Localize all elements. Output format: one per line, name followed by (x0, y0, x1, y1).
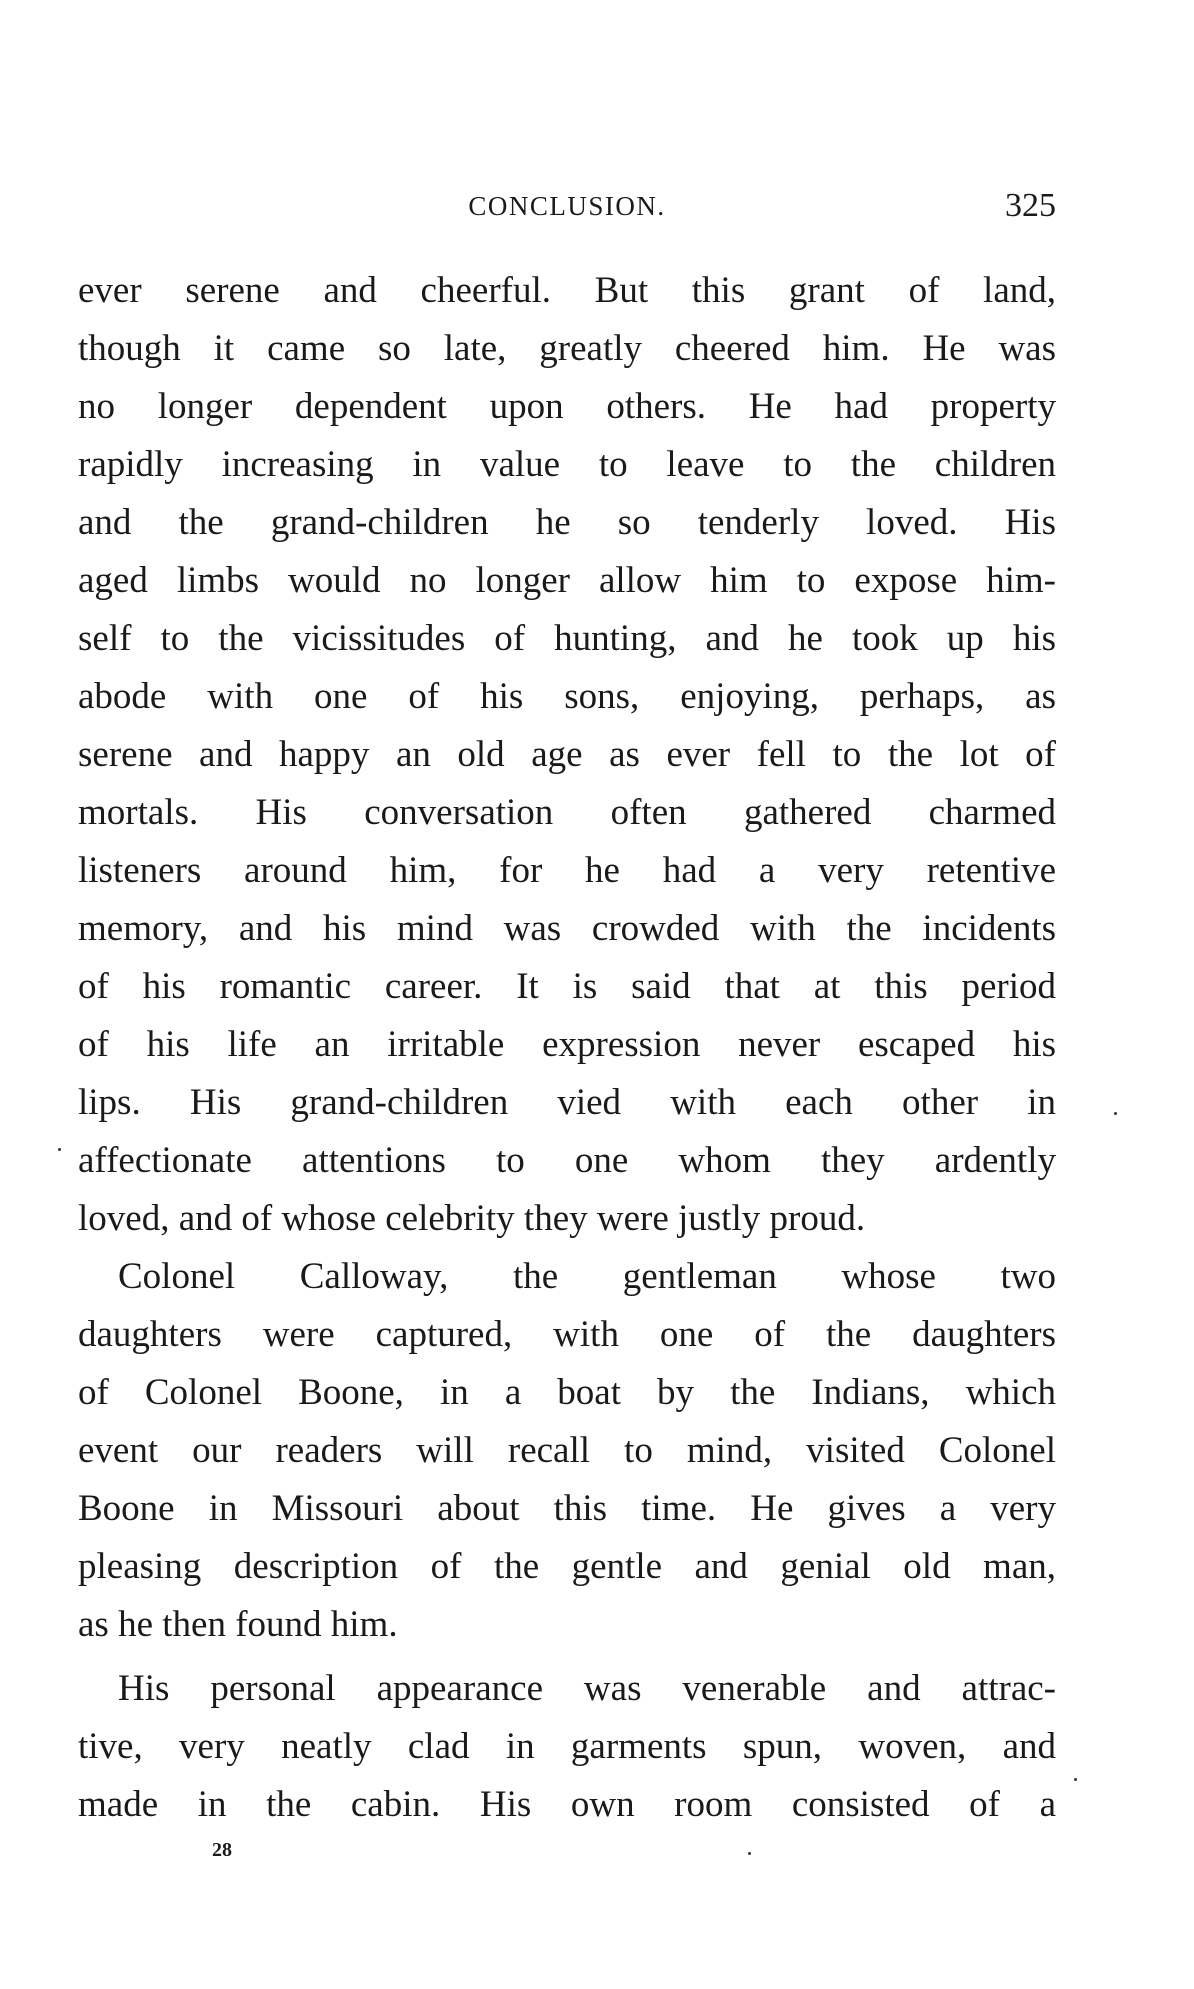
text-line: lips. His grand-children vied with each other in (78, 1082, 1056, 1123)
page-number: 325 (1005, 187, 1056, 224)
running-head: CONCLUSION. (468, 191, 666, 221)
text-line: Colonel Calloway, the gentleman whose two (118, 1256, 1056, 1297)
text-line: though it came so late, greatly cheered him. He was (78, 328, 1056, 369)
text-line: serene and happy an old age as ever fell to the lot of (78, 734, 1056, 775)
text-line: listeners around him, for he had a very retentive (78, 850, 1056, 891)
text-line: pleasing description of the gentle and genial old man, (78, 1546, 1056, 1587)
text-line: as he then found him. (78, 1604, 398, 1645)
text-line: memory, and his mind was crowded with the incidents (78, 908, 1056, 949)
text-line: self to the vicissitudes of hunting, and he took up his (78, 618, 1056, 659)
text-line: of his life an irritable expression never escaped his (78, 1024, 1056, 1065)
text-line: event our readers will recall to mind, visited Colonel (78, 1430, 1056, 1471)
text-line: daughters were captured, with one of the daughters (78, 1314, 1056, 1355)
body-text (78, 262, 1056, 1834)
text-line: rapidly increasing in value to leave to the children (78, 444, 1056, 485)
text-line: loved, and of whose celebrity they were justly proud. (78, 1198, 866, 1239)
text-line: of his romantic career. It is said that at this period (78, 966, 1056, 1007)
print-speck (748, 1852, 751, 1855)
signature-mark: 28 (212, 1839, 232, 1861)
text-line: made in the cabin. His own room consisted of a (78, 1784, 1056, 1825)
text-line: ever serene and cheerful. But this grant of land, (78, 270, 1056, 311)
page-header (78, 186, 1056, 226)
text-line: no longer dependent upon others. He had property (78, 386, 1056, 427)
text-line: tive, very neatly clad in garments spun, woven, and (78, 1726, 1056, 1767)
text-line: abode with one of his sons, enjoying, perhaps, as (78, 676, 1056, 717)
text-line: affectionate attentions to one whom they ardently (78, 1140, 1056, 1181)
text-line: Boone in Missouri about this time. He gives a very (78, 1488, 1056, 1529)
print-speck (1074, 1778, 1077, 1781)
text-line: His personal appearance was venerable and attrac- (118, 1668, 1056, 1709)
text-line: aged limbs would no longer allow him to expose him- (78, 560, 1056, 601)
text-line: mortals. His conversation often gathered charmed (78, 792, 1056, 833)
text-line: of Colonel Boone, in a boat by the Indians, which (78, 1372, 1056, 1413)
print-speck (1114, 1112, 1117, 1115)
text-line: and the grand-children he so tenderly loved. His (78, 502, 1056, 543)
print-speck (58, 1148, 61, 1151)
